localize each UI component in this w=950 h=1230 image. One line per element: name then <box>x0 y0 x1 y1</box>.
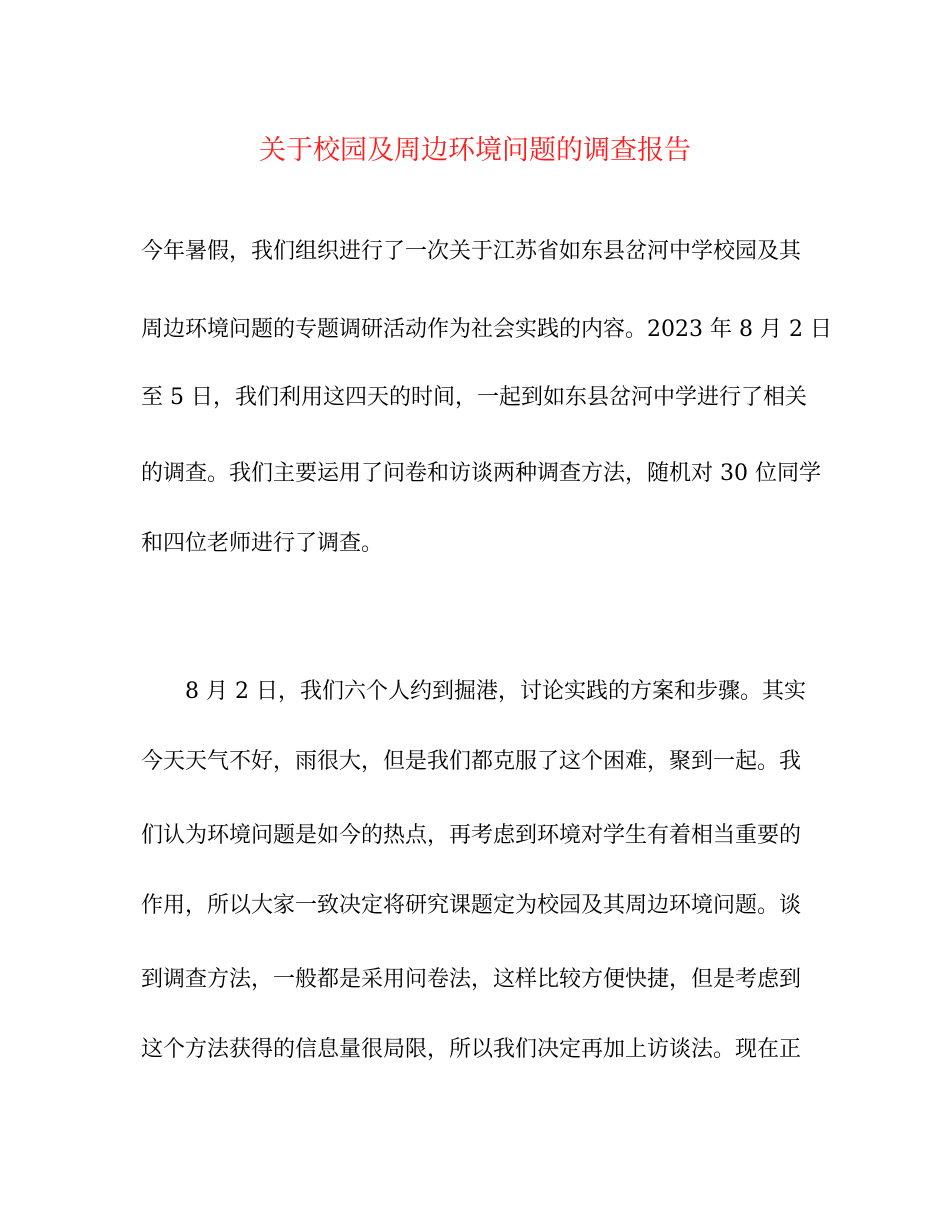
paragraph-line: 这个方法获得的信息量很局限，所以我们决定再加上访谈法。现在正 <box>141 1037 802 1062</box>
document-title: 关于校园及周边环境问题的调查报告 <box>259 135 691 166</box>
paragraph-line: 周边环境问题的专题调研活动作为社会实践的内容。2023 年 8 月 2 日 <box>141 317 832 342</box>
paragraph-line: 们认为环境问题是如今的热点，再考虑到环境对学生有着相当重要的 <box>141 823 802 848</box>
paragraph-line: 和四位老师进行了调查。 <box>141 531 384 556</box>
paragraph-line: 今天天气不好，雨很大，但是我们都克服了这个困难，聚到一起。我 <box>141 749 802 774</box>
paragraph-line: 作用，所以大家一致决定将研究课题定为校园及其周边环境问题。谈 <box>141 893 802 918</box>
paragraph-line: 至 5 日，我们利用这四天的时间，一起到如东县岔河中学进行了相关 <box>141 385 807 410</box>
paragraph-line: 到调查方法，一般都是采用问卷法，这样比较方便快捷，但是考虑到 <box>141 967 802 992</box>
paragraph-line: 今年暑假，我们组织进行了一次关于江苏省如东县岔河中学校园及其 <box>141 239 802 264</box>
paragraph-line: 8 月 2 日，我们六个人约到掘港，讨论实践的方案和步骤。其实 <box>185 679 806 704</box>
paragraph-line: 的调查。我们主要运用了问卷和访谈两种调查方法，随机对 30 位同学 <box>141 461 821 486</box>
